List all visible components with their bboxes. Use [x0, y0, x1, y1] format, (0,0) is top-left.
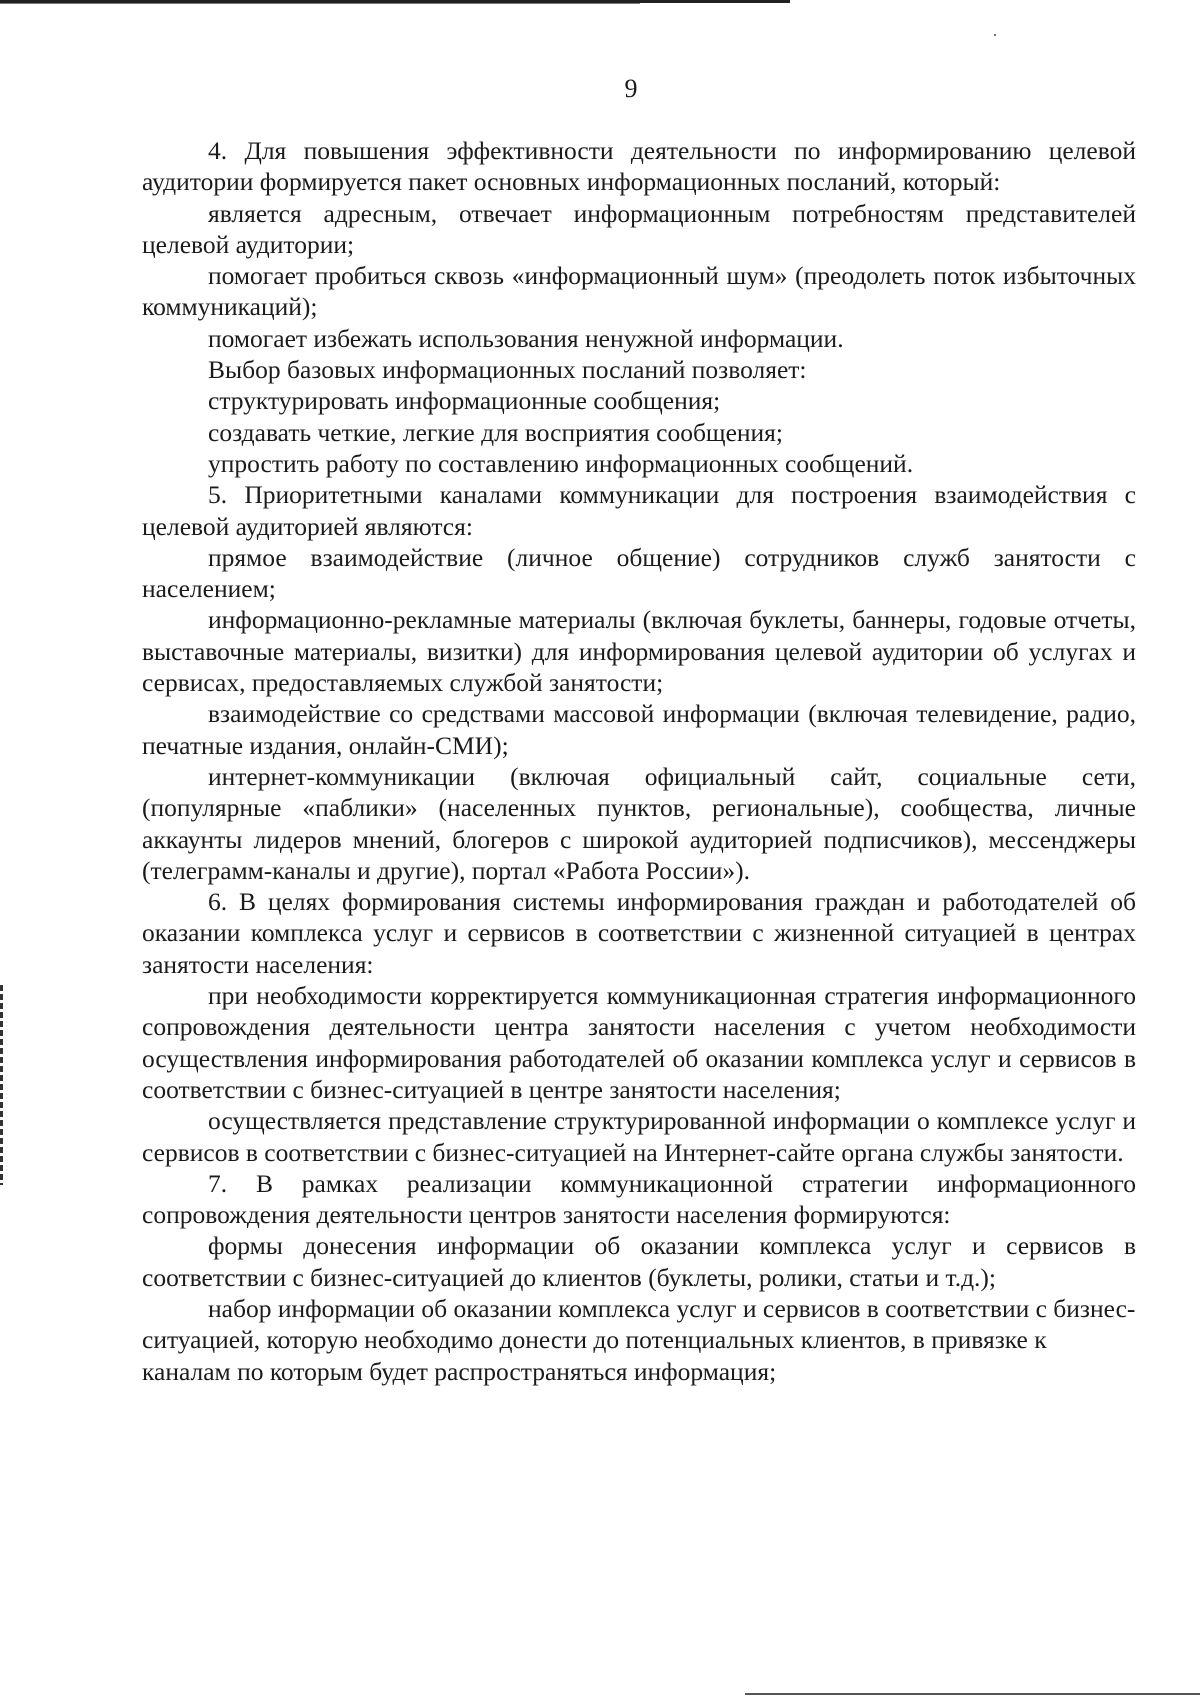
paragraph: 7. В рамках реализации коммуникационной стратегии информационного сопровождения деятельности центров занятости населения формируются: [142, 1168, 1136, 1230]
paragraph: упростить работу по составлению информационных сообщений. [208, 448, 914, 478]
paragraph: Выбор базовых информационных посланий позволяет: [208, 355, 807, 385]
paragraph: формы донесения информации об оказании комплекса услуг и сервисов в соответствии с бизнес-ситуацией до клиентов (буклеты, ролики, статьи и т.д.); [142, 1231, 1136, 1292]
scan-edge-top-shadow [0, 3, 640, 4]
paragraph: набор информации об оказании комплекса услуг и сервисов в соответствии с бизнес-ситуацией, которую необходимо донести до потенциальных клиентов, в привязке к каналам по которым будет распространяться информация; [142, 1293, 1136, 1386]
page-number: 9 [624, 74, 638, 103]
paragraph: является адресным, отвечает информационным потребностям представителей целевой аудитории; [142, 198, 1136, 259]
paragraph: информационно-рекламные материалы (включая буклеты, баннеры, годовые отчеты, выставочные материалы, визитки) для информирования целевой аудитории об услугах и сервисах, предоставляемых службой занятости; [142, 605, 1136, 698]
scan-speck [994, 34, 996, 36]
paragraph: 5. Приоритетными каналами коммуникации для построения взаимодействия с целевой аудиторией являются: [142, 480, 1136, 541]
scan-edge-bottom [745, 1693, 1200, 1695]
paragraph: взаимодействие со средствами массовой информации (включая телевидение, радио, печатные издания, онлайн-СМИ); [142, 699, 1136, 760]
paragraph: прямое взаимодействие (личное общение) сотрудников служб занятости с населением; [142, 542, 1136, 604]
paragraph: при необходимости корректируется коммуникационная стратегия информационного сопровождения деятельности центра занятости населения с учетом необходимости осуществления информирования работодателей об оказании комплекса услуг и сервисов в соответствии с бизнес-ситуацией в центре занятости населения; [142, 981, 1136, 1104]
paragraph: структурировать информационные сообщения; [208, 386, 721, 416]
paragraph: интернет-коммуникации (включая официальный сайт, социальные сети, (популярные «паблики» (населенных пунктов, региональные), сообщества, личные аккаунты лидеров мнений, блогеров с широкой аудиторией подписчиков), мессенджеры (телеграмм-каналы и другие), портал «Работа России»). [142, 761, 1136, 885]
scan-edge-left [0, 985, 3, 1185]
paragraph: создавать четкие, легкие для восприятия сообщения; [208, 417, 783, 447]
paragraph: помогает избежать использования ненужной информации. [208, 323, 844, 353]
paragraph: осуществляется представление структурированной информации о комплексе услуг и сервисов в соответствии с бизнес-ситуацией на Интернет-сайте органа службы занятости. [142, 1106, 1136, 1167]
paragraph: помогает пробиться сквозь «информационный шум» (преодолеть поток избыточных коммуникаций); [142, 261, 1136, 322]
document-body [142, 135, 1136, 1387]
paragraph: 4. Для повышения эффективности деятельности по информированию целевой аудитории формируется пакет основных информационных посланий, который: [142, 136, 1136, 197]
paragraph: 6. В целях формирования системы информирования граждан и работодателей об оказании комплекса услуг и сервисов в соответствии с жизненной ситуацией в центрах занятости населения: [142, 887, 1136, 979]
